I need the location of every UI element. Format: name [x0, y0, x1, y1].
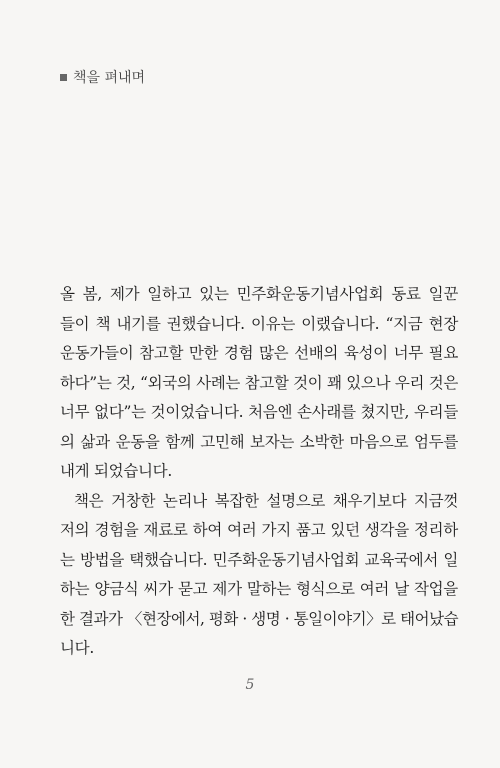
- text-line: 의 삶과 운동을 함께 고민해 보자는 소박한 마음으로 엄두를: [60, 432, 458, 451]
- text-line: 너무 없다”는 것이었습니다. 처음엔 손사래를 쳤지만, 우리들: [60, 403, 458, 421]
- paragraph-1: [60, 280, 458, 487]
- page-number: 5: [245, 677, 255, 693]
- text-line: 들이 책 내기를 권했습니다. 이유는 이랬습니다. “지금 현장: [60, 314, 458, 333]
- text-line: 한 결과가 〈현장에서, 평화 · 생명 · 통일이야기〉로 태어났습: [60, 609, 459, 628]
- section-title: 책을 펴내며: [73, 70, 146, 86]
- text-line: 저의 경험을 재료로 하여 여러 가지 품고 있던 생각을 정리하: [60, 521, 458, 539]
- body-text: [60, 280, 458, 664]
- square-bullet-icon: [60, 74, 67, 81]
- text-line: 책은 거창한 논리나 복잡한 설명으로 채우기보다 지금껏: [74, 491, 458, 510]
- paragraph-2: [60, 487, 458, 664]
- section-heading: [60, 67, 145, 87]
- text-line: 니다.: [60, 639, 94, 657]
- text-line: 하다”는 것, “외국의 사례는 참고할 것이 꽤 있으나 우리 것은: [60, 373, 458, 392]
- text-line: 운동가들이 참고할 만한 경험 많은 선배의 육성이 너무 필요: [60, 344, 458, 362]
- text-line: 올 봄, 제가 일하고 있는 민주화운동기념사업회 동료 일꾼: [60, 285, 458, 303]
- text-line: 하는 양금식 씨가 묻고 제가 말하는 형식으로 여러 날 작업을: [60, 580, 458, 598]
- text-line: 는 방법을 택했습니다. 민주화운동기념사업회 교육국에서 일: [60, 550, 458, 569]
- text-line: 내게 되었습니다.: [60, 462, 172, 480]
